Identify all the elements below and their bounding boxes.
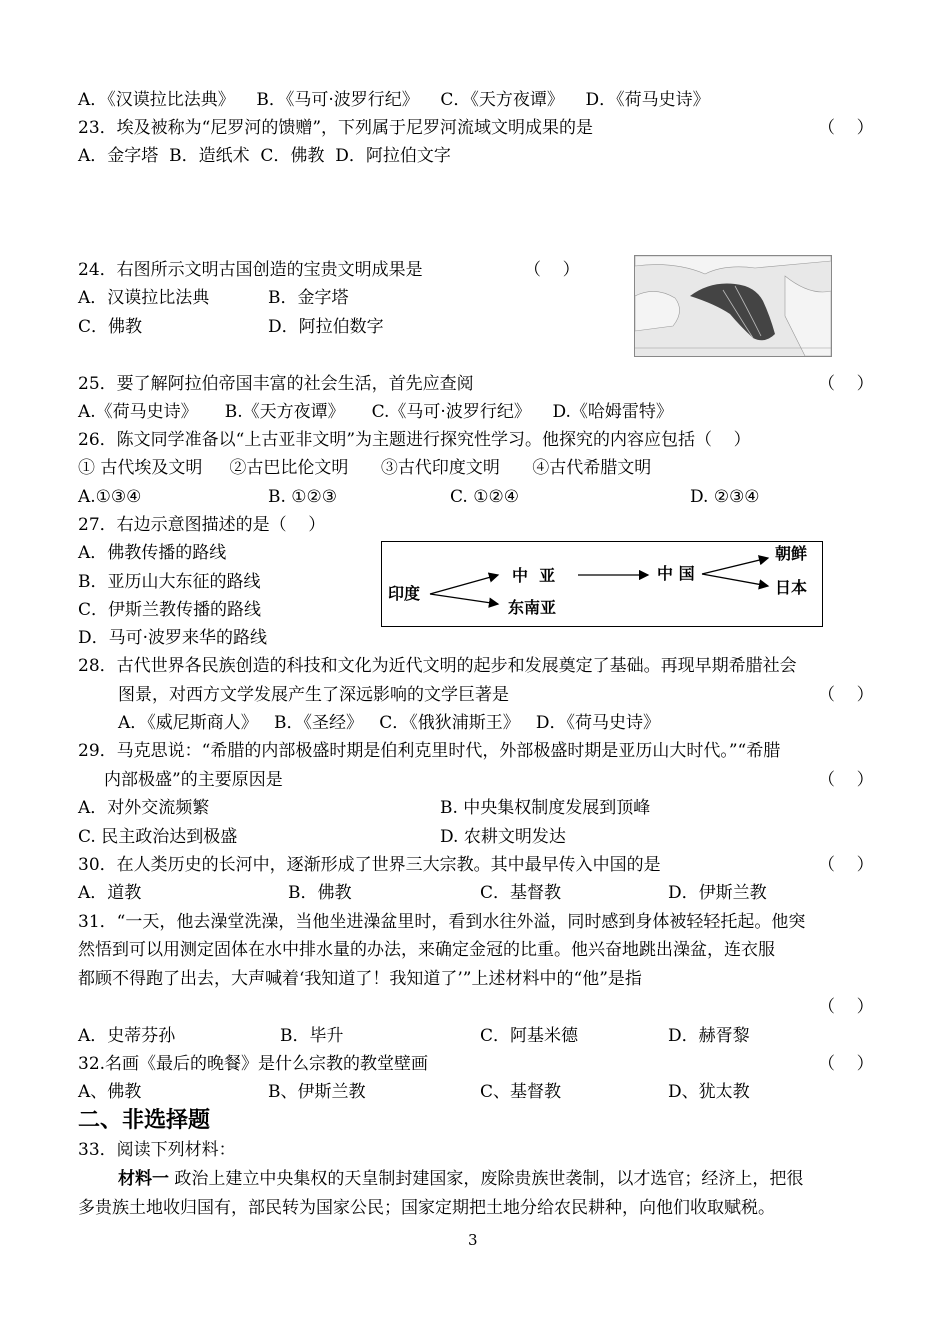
q27-option-d: D．马可·波罗来华的路线 bbox=[78, 628, 268, 648]
q30-answer-bracket: （ ） bbox=[818, 855, 874, 875]
q27-option-a: A．佛教传播的路线 bbox=[78, 543, 227, 563]
route-arrows bbox=[382, 542, 822, 626]
arrow-india-central-asia bbox=[430, 575, 498, 594]
q33-material-1-text: 政治上建立中央集权的天皇制封建国家，废除贵族世袭制，以才选官；经济上，把很 bbox=[169, 1169, 804, 1189]
q29-stem-line2: 内部极盛”的主要原因是 bbox=[104, 770, 283, 790]
q32-option-b: B、伊斯兰教 bbox=[268, 1082, 366, 1102]
q29-stem-line1: 29．马克思说：“希腊的内部极盛时期是伯利克里时代，外部极盛时期是亚历山大时代。”“希腊 bbox=[78, 741, 781, 761]
q24-stem: 24．右图所示文明古国创造的宝贵文明成果是 bbox=[78, 260, 423, 280]
section-heading-non-choice: 二、非选择题 bbox=[78, 1108, 211, 1133]
arrow-china-japan bbox=[702, 574, 768, 586]
q28-stem-line2: 图景，对西方文学发展产生了深远影响的文学巨著是 bbox=[118, 685, 509, 705]
q24-option-d: D．阿拉伯数字 bbox=[268, 317, 384, 337]
q30-stem: 30．在人类历史的长河中，逐渐形成了世界三大宗教。其中最早传入中国的是 bbox=[78, 855, 661, 875]
q32-option-d: D、犹太教 bbox=[668, 1082, 750, 1102]
q31-option-d: D．赫胥黎 bbox=[668, 1026, 750, 1046]
q25-answer-bracket: （ ） bbox=[818, 374, 874, 394]
q24-option-a: A．汉谟拉比法典 bbox=[78, 288, 210, 308]
q33-stem: 33．阅读下列材料： bbox=[78, 1140, 236, 1160]
q26-option-c: C. ①②④ bbox=[450, 487, 519, 507]
page-number: 3 bbox=[468, 1231, 478, 1249]
q31-option-a: A．史蒂芬孙 bbox=[78, 1026, 176, 1046]
q25-stem: 25．要了解阿拉伯帝国丰富的社会生活，首先应查阅 bbox=[78, 374, 474, 394]
q32-option-c: C、基督教 bbox=[480, 1082, 562, 1102]
label-india: 印度 bbox=[388, 584, 421, 603]
q28-answer-bracket: （ ） bbox=[818, 685, 874, 705]
q32-stem: 32.名画《最后的晚餐》是什么宗教的教堂壁画 bbox=[78, 1054, 429, 1074]
q28-options: A．《威尼斯商人》 B．《圣经》 C．《俄狄浦斯王》 D．《荷马史诗》 bbox=[118, 713, 661, 733]
q26-stem: 26．陈文同学准备以“上古亚非文明”为主题进行探究性学习。他探究的内容应包括（ ） bbox=[78, 430, 751, 450]
q24-option-c: C．佛教 bbox=[78, 317, 143, 337]
arrow-china-korea bbox=[702, 558, 768, 574]
label-china: 中 国 bbox=[657, 564, 695, 583]
q33-material-1-line2: 多贵族土地收归国有，部民转为国家公民；国家定期把土地分给农民耕种，向他们收取赋税。 bbox=[78, 1198, 775, 1218]
q27-stem: 27．右边示意图描述的是（ ） bbox=[78, 515, 326, 535]
q25-options: A.《荷马史诗》 B.《天方夜谭》 C.《马可·波罗行纪》 D.《哈姆雷特》 bbox=[78, 402, 673, 422]
q29-option-d: D. 农耕文明发达 bbox=[440, 827, 566, 847]
q32-option-a: A、佛教 bbox=[78, 1082, 142, 1102]
q24-option-b: B．金字塔 bbox=[268, 288, 349, 308]
q30-option-a: A．道教 bbox=[78, 883, 142, 903]
q31-option-b: B．毕升 bbox=[280, 1026, 344, 1046]
q26-option-d: D. ②③④ bbox=[690, 487, 760, 507]
q23-answer-bracket: （ ） bbox=[818, 118, 874, 138]
q31-line1: 31．“一天，他去澡堂洗澡，当他坐进澡盆里时，看到水往外溢，同时感到身体被轻轻托起。他突 bbox=[78, 912, 806, 932]
q31-answer-bracket: （ ） bbox=[818, 997, 874, 1017]
map-drawing bbox=[635, 256, 831, 356]
q31-line3: 都顾不得跑了出去，大声喊着‘我知道了！我知道了’”上述材料中的“他”是指 bbox=[78, 969, 642, 989]
q33-material-1-label: 材料一 bbox=[118, 1169, 169, 1189]
q26-option-b: B. ①②③ bbox=[268, 487, 338, 507]
q23-options: A．金字塔 B．造纸术 C．佛教 D．阿拉伯文字 bbox=[78, 146, 451, 166]
label-southeast-asia: 东南亚 bbox=[508, 598, 557, 617]
q29-option-b: B. 中央集权制度发展到顶峰 bbox=[440, 798, 651, 818]
q33-material-1-line1 bbox=[118, 1167, 803, 1191]
label-korea: 朝鲜 bbox=[775, 544, 808, 563]
q23-stem: 23．埃及被称为“尼罗河的馈赠”，下列属于尼罗河流域文明成果的是 bbox=[78, 118, 594, 138]
q27-option-b: B．亚历山大东征的路线 bbox=[78, 572, 261, 592]
q30-option-b: B．佛教 bbox=[288, 883, 352, 903]
q26-items: ① 古代埃及文明 ②古巴比伦文明 ③古代印度文明 ④古代希腊文明 bbox=[78, 458, 652, 478]
q29-option-c: C. 民主政治达到极盛 bbox=[78, 827, 238, 847]
arrow-india-southeast-asia bbox=[430, 594, 498, 604]
label-japan: 日本 bbox=[775, 578, 808, 597]
q24-answer-bracket: （ ） bbox=[524, 260, 580, 280]
q32-answer-bracket: （ ） bbox=[818, 1054, 874, 1074]
q28-stem-line1: 28．古代世界各民族创造的科技和文化为近代文明的起步和发展奠定了基础。再现早期希腊社会 bbox=[78, 656, 797, 676]
q26-option-a: A.①③④ bbox=[78, 487, 142, 507]
q29-option-a: A．对外交流频繁 bbox=[78, 798, 210, 818]
q30-option-c: C．基督教 bbox=[480, 883, 562, 903]
q22-options: A．《汉谟拉比法典》 B．《马可·波罗行纪》 C．《天方夜谭》 D．《荷马史诗》 bbox=[78, 90, 710, 110]
label-central-asia: 中 亚 bbox=[512, 566, 556, 585]
q31-option-c: C．阿基米德 bbox=[480, 1026, 579, 1046]
q31-line2: 然悟到可以用测定固体在水中排水量的办法，来确定金冠的比重。他兴奋地跳出澡盆，连衣服 bbox=[78, 940, 775, 960]
spread-route-diagram bbox=[381, 541, 823, 627]
q27-option-c: C．伊斯兰教传播的路线 bbox=[78, 600, 262, 620]
q30-option-d: D．伊斯兰教 bbox=[668, 883, 767, 903]
q29-answer-bracket: （ ） bbox=[818, 770, 874, 790]
mesopotamia-map-image bbox=[634, 255, 832, 357]
